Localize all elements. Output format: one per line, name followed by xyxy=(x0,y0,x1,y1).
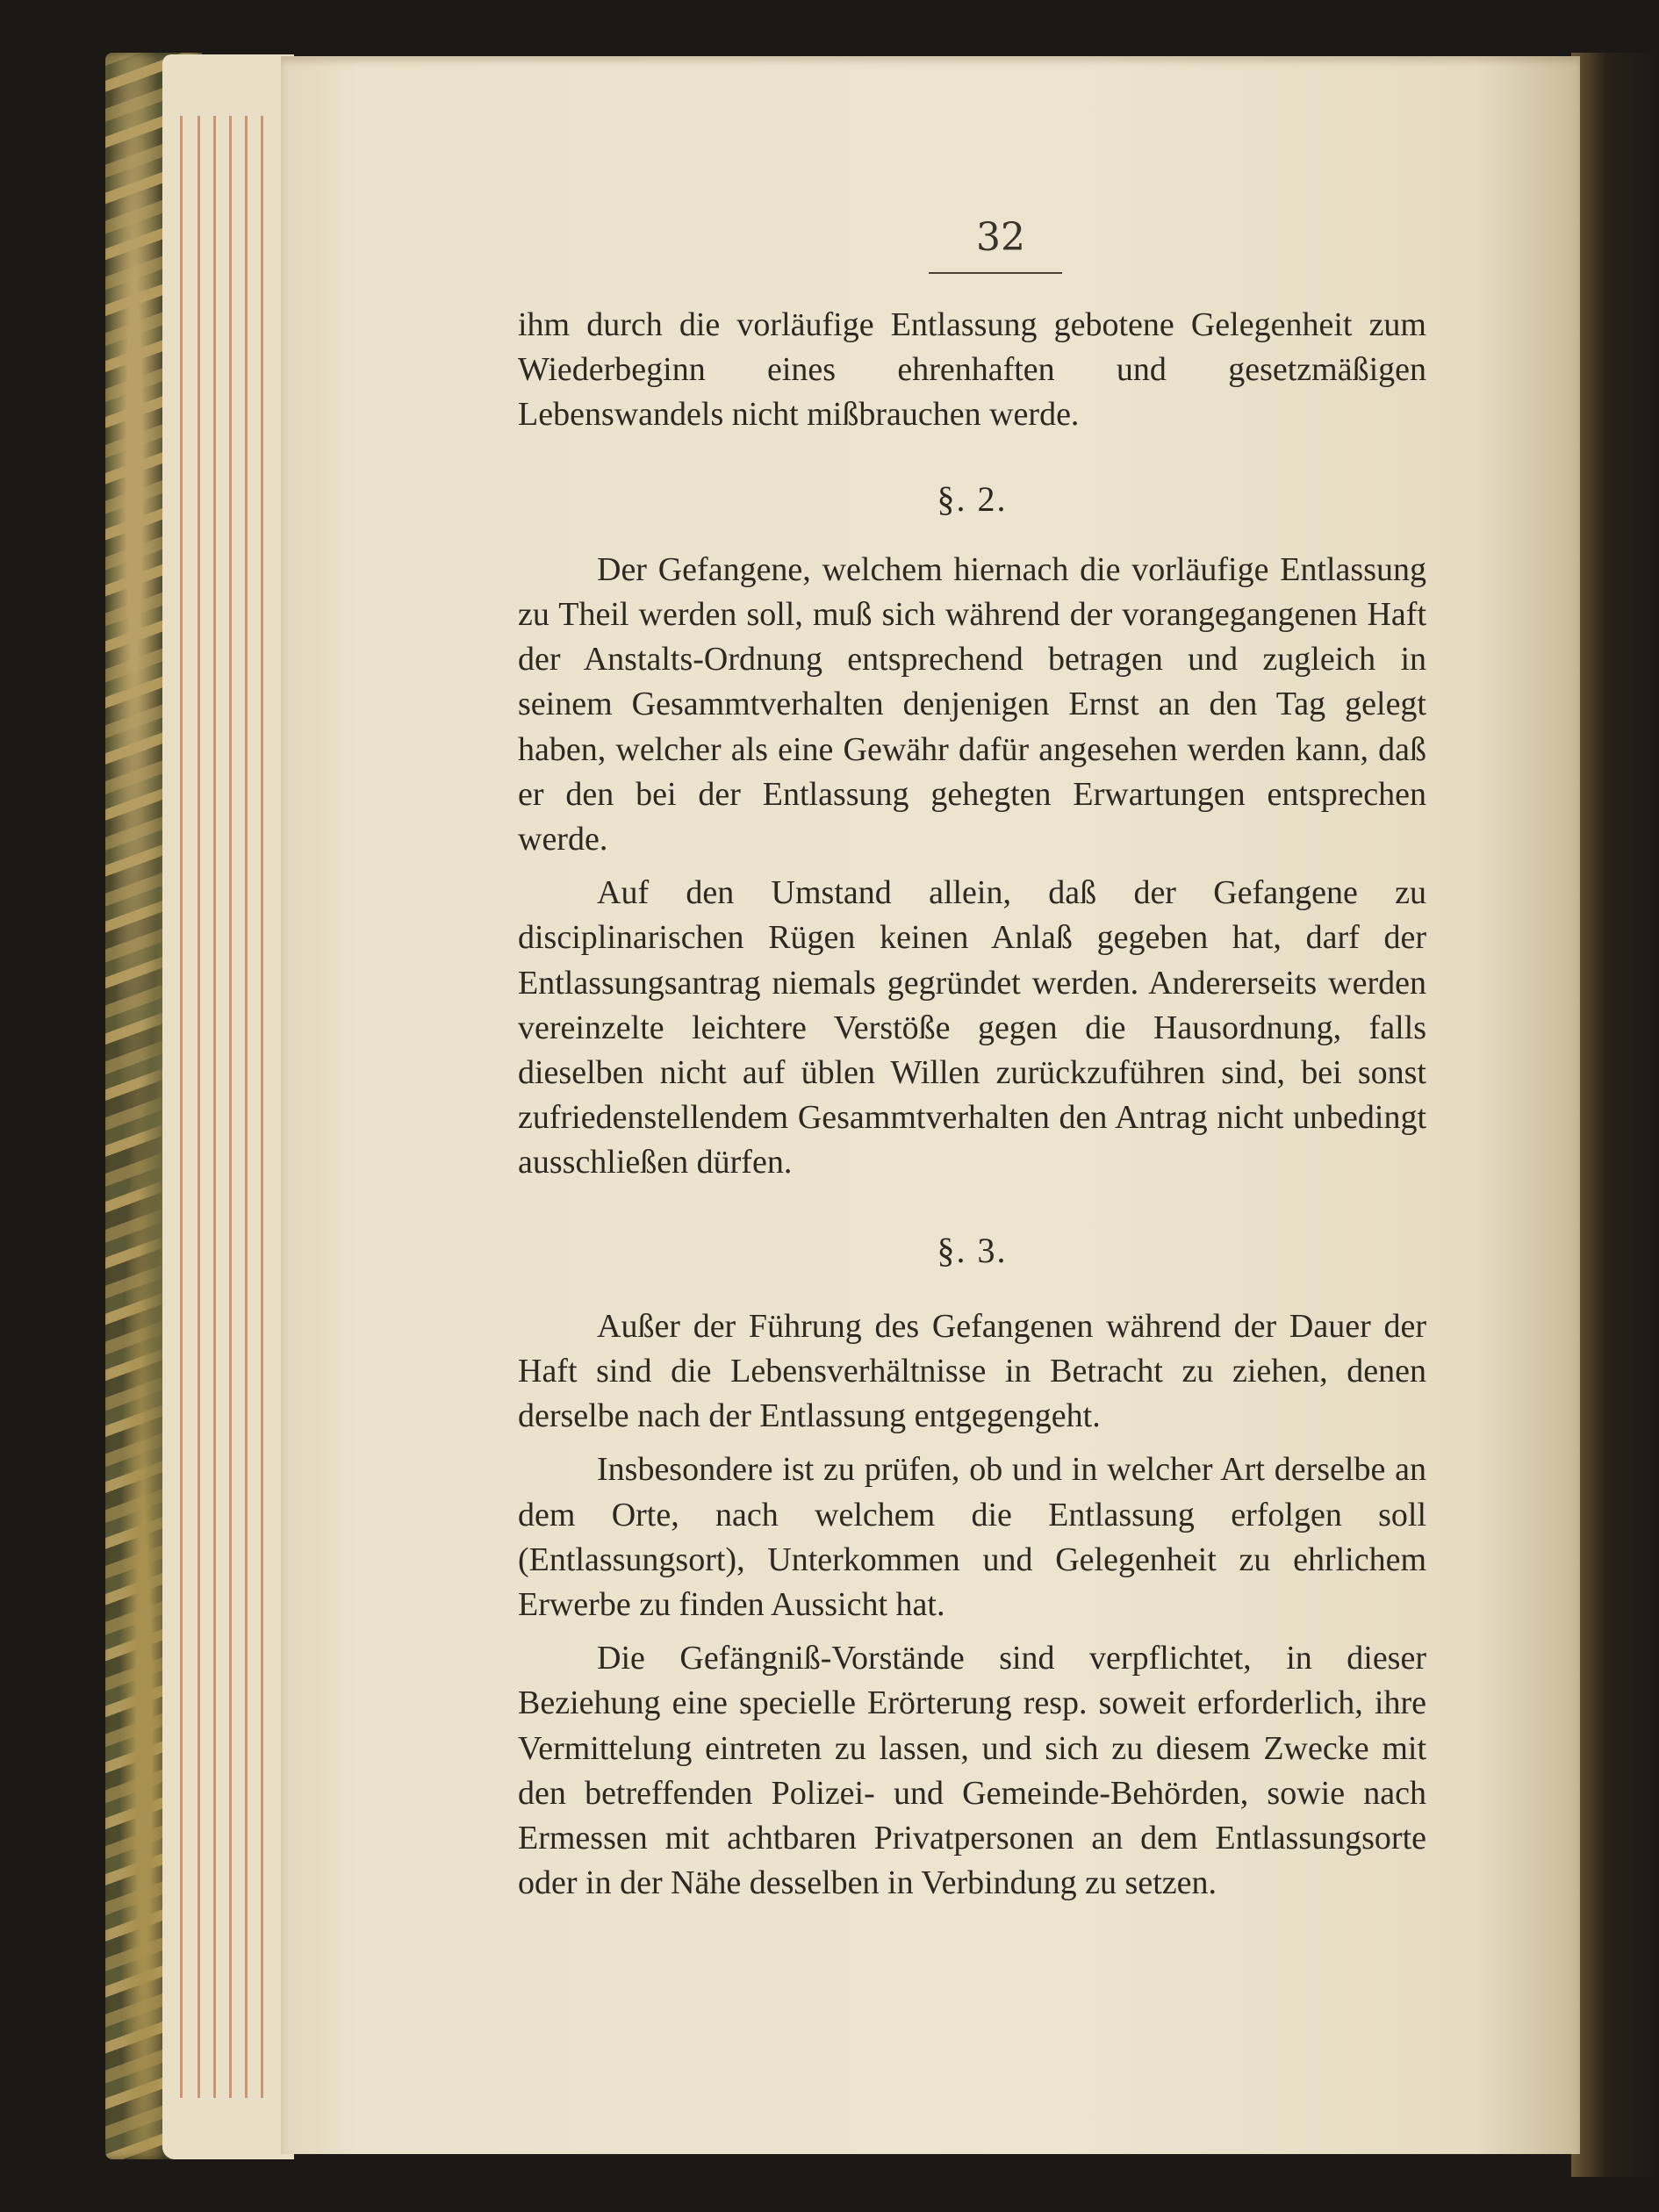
page-edges xyxy=(162,54,294,2159)
page-number-rule xyxy=(929,272,1062,274)
section-2-paragraph-2: Auf den Umstand allein, daß der Gefangene zu disciplinarischen Rügen keinen Anlaß gegeben hat, darf der Entlassungsantrag niemals gegründet werden. Andererseits werden vereinzelte leichtere Verstöße gegen die Hausordnung, falls dieselben nicht auf üblen Willen zurückzuführen sind, bei sonst zufriedenstellendem Gesammtverhalten den Antrag nicht unbedingt ausschließen dürfen. xyxy=(518,874,1426,1181)
book-spine-shadow xyxy=(1571,53,1659,2177)
paragraph-intro: ihm durch die vorläufige Entlassung gebotene Gelegenheit zum Wiederbeginn eines ehrenhaften und gesetzmäßigen Lebenswandels nicht mißbrauchen werde. xyxy=(518,306,1426,434)
page-edge-line xyxy=(180,116,183,2098)
page-edge-line xyxy=(198,116,200,2098)
section-heading-2: §. 2. xyxy=(937,478,1008,519)
section-2-paragraph-1: Der Gefangene, welchem hiernach die vorläufige Entlassung zu Theil werden soll, muß sich während der vorangegangenen Haft der Anstalts-Ordnung entsprechend betragen und zugleich in seinem Gesammtverhalten denjenigen Ernst an den Tag gelegt haben, welcher als eine Gewähr dafür angesehen werden kann, daß er den bei der Entlassung gehegten Erwartungen entsprechen werde. xyxy=(518,550,1426,858)
page-edge-line xyxy=(261,116,263,2098)
section-3-paragraph-2: Insbesondere ist zu prüfen, ob und in welcher Art derselbe an dem Orte, nach welchem die Entlassung erfolgen soll (Entlassungsort), Unterkommen und Gelegenheit zu ehrlichem Erwerbe zu finden Aussicht hat. xyxy=(518,1451,1426,1624)
page-edge-line xyxy=(229,116,232,2098)
page-edge-line xyxy=(213,116,216,2098)
section-3-paragraph-3: Die Gefängniß-Vorstände sind verpflichtet, in dieser Beziehung eine specielle Erörterung resp. soweit erforderlich, ihre Vermittelung eintreten zu lassen, und sich zu diesem Zwecke mit den betreffenden Polizei- und Gemeinde-Behörden, sowie nach Ermessen mit achtbaren Privatpersonen an dem Entlassungsorte oder in der Nähe desselben in Verbindung zu setzen. xyxy=(518,1640,1426,1902)
page-edge-line xyxy=(245,116,248,2098)
page-number: 32 xyxy=(976,215,1025,260)
section-3-paragraph-1: Außer der Führung des Gefangenen während der Dauer der Haft sind die Lebensverhältnisse in Betracht zu ziehen, denen derselbe nach der Entlassung entgegengeht. xyxy=(518,1307,1426,1435)
section-heading-3: §. 3. xyxy=(937,1230,1008,1270)
page-text xyxy=(518,303,1426,1907)
